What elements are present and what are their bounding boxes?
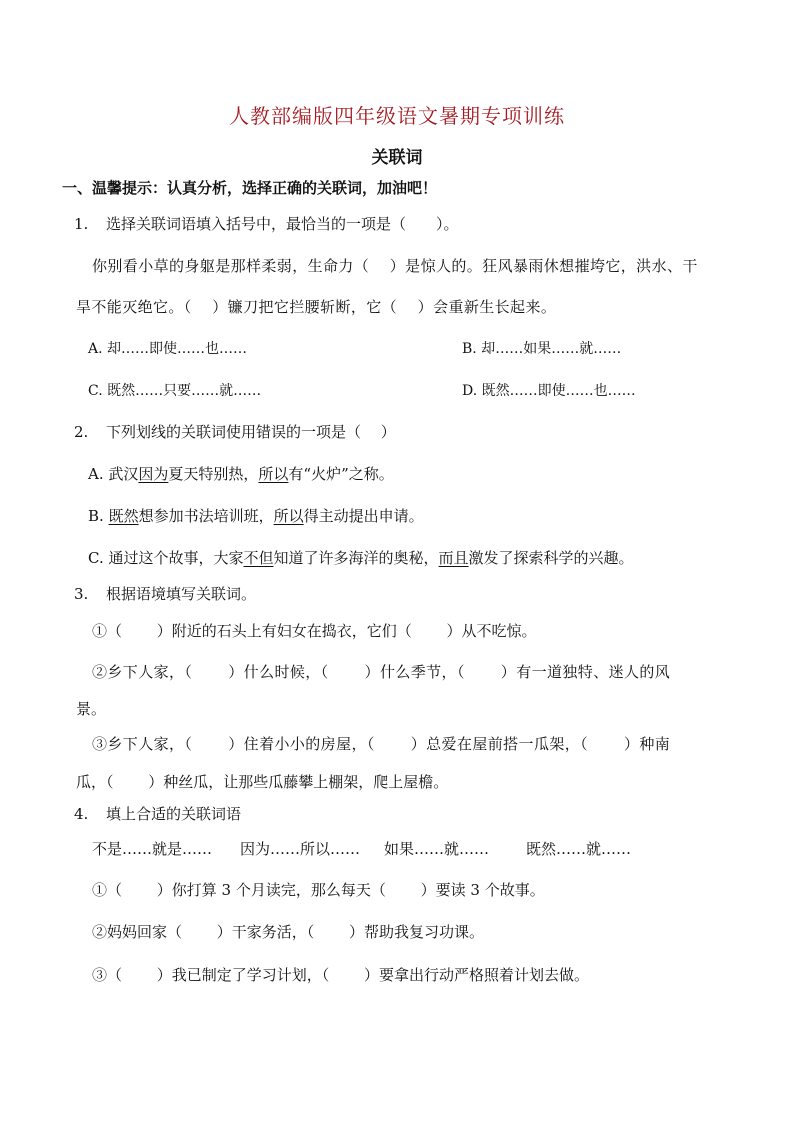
option-b-underlined-word-2: 所以 — [273, 507, 304, 525]
option-c-text-3: 激发了探索科学的兴趣。 — [468, 549, 634, 567]
question-4-item-3: ③（ ）我已制定了学习计划，（ ）要拿出行动严格照着计划去做。 — [92, 966, 590, 984]
question-1-passage-line-1: 你别看小草的身躯是那样柔弱，生命力（ ）是惊人的。狂风暴雨休想摧垮它，洪水、干 — [92, 257, 698, 275]
question-3-stem: 根据语境填写关联词。 — [106, 585, 257, 603]
document-subtitle: 关联词 — [371, 148, 423, 168]
question-4-word-bank-2: 因为……所以…… — [240, 840, 361, 858]
question-4-word-bank-4: 既然……就…… — [526, 840, 632, 858]
option-c-text-1: C. 通过这个故事，大家 — [88, 549, 244, 567]
question-1-option-b: B. 却……如果……就…… — [462, 341, 622, 357]
question-3-item-3-line-2: 瓜，（ ）种丝瓜，让那些瓜藤攀上棚架，爬上屋檐。 — [76, 773, 449, 791]
question-2-number: 2. — [74, 423, 89, 441]
question-1-option-a: A. 却……即使……也…… — [88, 341, 248, 357]
document-title: 人教部编版四年级语文暑期专项训练 — [229, 104, 565, 128]
option-c-underlined-word-2: 而且 — [438, 549, 469, 567]
section-heading: 一、温馨提示：认真分析，选择正确的关联词，加油吧！ — [62, 179, 438, 197]
question-3-item-3-line-1: ③乡下人家，（ ）住着小小的房屋，（ ）总爱在屋前搭一瓜架，（ ）种南 — [92, 735, 671, 753]
option-b-text-2: 想参加书法培训班， — [138, 507, 274, 525]
question-2-option-c — [88, 548, 634, 568]
question-1-option-c: C. 既然……只要……就…… — [88, 383, 262, 399]
question-1-passage-line-2: 旱不能灭绝它。（ ）镰刀把它拦腰斩断，它（ ）会重新生长起来。 — [76, 298, 557, 316]
option-a-underlined-word-2: 所以 — [258, 465, 289, 483]
question-3-item-1: ①（ ）附近的石头上有妇女在捣衣，它们（ ）从不吃惊。 — [92, 622, 537, 640]
question-3-item-2-line-1: ②乡下人家，（ ）什么时候，（ ）什么季节，（ ）有一道独特、迷人的风 — [92, 663, 671, 681]
question-4-item-2: ②妈妈回家（ ）干家务活，（ ）帮助我复习功课。 — [92, 923, 485, 941]
option-b-text-1: B. — [88, 507, 109, 525]
option-b-text-3: 得主动提出申请。 — [303, 507, 424, 525]
option-b-underlined-word-1: 既然 — [108, 507, 139, 525]
question-4-stem: 填上合适的关联词语 — [106, 805, 242, 823]
question-1-option-d: D. 既然……即使……也…… — [462, 383, 636, 399]
question-3-number: 3. — [74, 585, 89, 603]
option-c-underlined-word-1: 不但 — [243, 549, 274, 567]
question-3-item-2-line-2: 景。 — [76, 700, 107, 718]
question-2-option-a — [88, 464, 394, 484]
question-4-item-1: ①（ ）你打算 3 个月读完，那么每天（ ）要读 3 个故事。 — [92, 881, 545, 899]
question-1-number: 1. — [74, 215, 89, 233]
question-4-word-bank-3: 如果……就…… — [384, 840, 490, 858]
question-1-stem: 选择关联词语填入括号中，最恰当的一项是（ ）。 — [106, 215, 459, 233]
option-c-text-2: 知道了许多海洋的奥秘， — [273, 549, 439, 567]
option-a-text-1: A. 武汉 — [88, 465, 139, 483]
question-4-number: 4. — [74, 805, 89, 823]
question-4-word-bank-1: 不是……就是…… — [92, 840, 213, 858]
option-a-underlined-word-1: 因为 — [138, 465, 169, 483]
question-2-option-b — [88, 506, 424, 526]
option-a-text-2: 夏天特别热， — [168, 465, 259, 483]
option-a-text-3: 有“火炉”之称。 — [288, 465, 394, 483]
question-2-stem: 下列划线的关联词使用错误的一项是（ ） — [106, 423, 396, 441]
